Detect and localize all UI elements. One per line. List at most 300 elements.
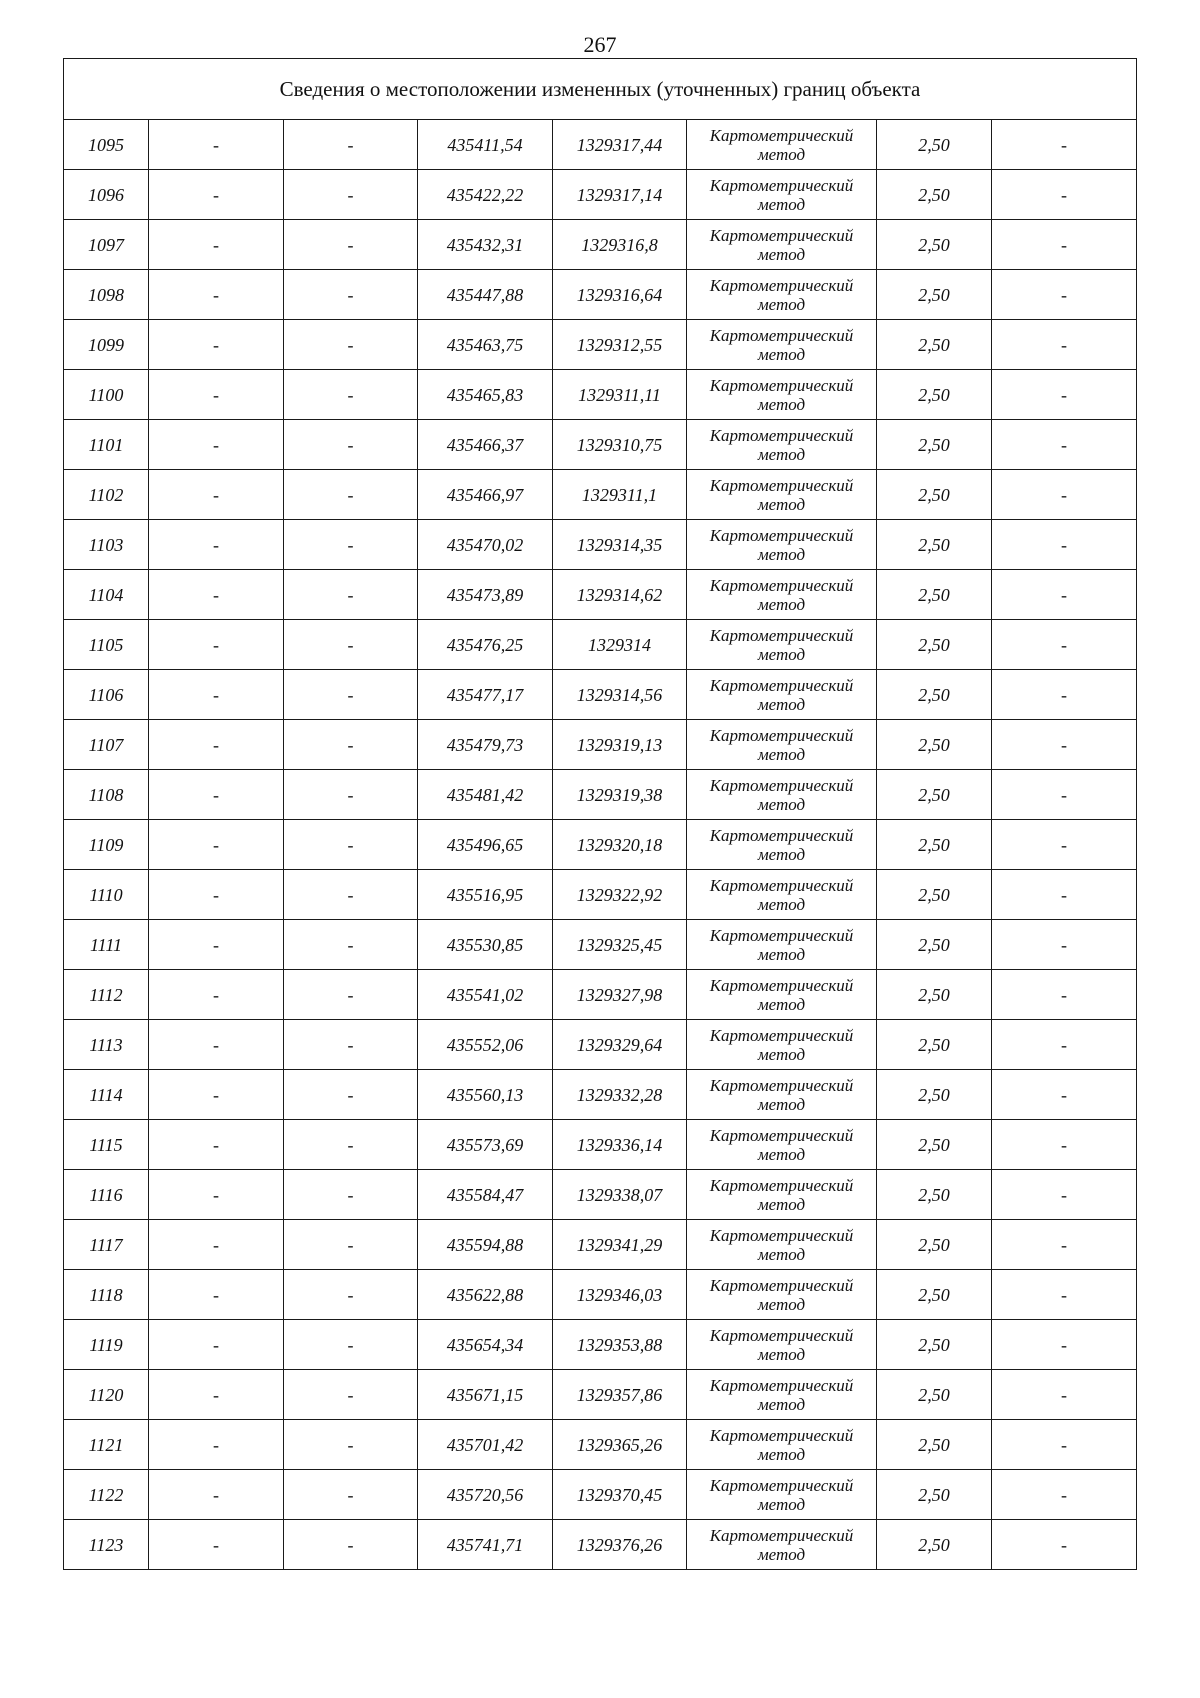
accuracy-cell: 2,50: [877, 970, 992, 1020]
old-y-cell: -: [284, 520, 418, 570]
note-cell: -: [992, 170, 1137, 220]
note-cell: -: [992, 970, 1137, 1020]
note-cell: -: [992, 420, 1137, 470]
old-y-cell: -: [284, 1170, 418, 1220]
new-x-cell: 435573,69: [418, 1120, 553, 1170]
old-y-cell: -: [284, 1370, 418, 1420]
method-line-1: Картометрический: [709, 1125, 854, 1145]
note-cell: -: [992, 470, 1137, 520]
old-y-cell: -: [284, 170, 418, 220]
note-cell: -: [992, 1270, 1137, 1320]
note-cell: -: [992, 320, 1137, 370]
note-cell: -: [992, 1120, 1137, 1170]
new-y-cell: 1329325,45: [553, 920, 687, 970]
old-y-cell: -: [284, 770, 418, 820]
old-x-cell: -: [149, 620, 284, 670]
note-cell: -: [992, 270, 1137, 320]
method-line-1: Картометрический: [709, 275, 854, 295]
new-y-cell: 1329357,86: [553, 1370, 687, 1420]
old-x-cell: -: [149, 1320, 284, 1370]
new-y-cell: 1329311,11: [553, 370, 687, 420]
method-line-2: метод: [757, 994, 806, 1014]
new-x-cell: 435720,56: [418, 1470, 553, 1520]
method-line-1: Картометрический: [709, 1525, 854, 1545]
new-y-cell: 1329338,07: [553, 1170, 687, 1220]
point-number-cell: 1116: [64, 1170, 149, 1220]
method-line-2: метод: [757, 1544, 806, 1564]
new-y-cell: 1329316,8: [553, 220, 687, 270]
method-line-1: Картометрический: [709, 775, 854, 795]
new-x-cell: 435473,89: [418, 570, 553, 620]
note-cell: -: [992, 120, 1137, 170]
method-line-2: метод: [757, 894, 806, 914]
point-number-cell: 1114: [64, 1070, 149, 1120]
old-y-cell: -: [284, 820, 418, 870]
note-cell: -: [992, 1470, 1137, 1520]
accuracy-cell: 2,50: [877, 620, 992, 670]
note-cell: -: [992, 1420, 1137, 1470]
new-x-cell: 435476,25: [418, 620, 553, 670]
new-y-cell: 1329353,88: [553, 1320, 687, 1370]
point-number-cell: 1106: [64, 670, 149, 720]
table-row: [64, 720, 1137, 770]
old-x-cell: -: [149, 420, 284, 470]
method-line-1: Картометрический: [709, 1425, 854, 1445]
accuracy-cell: 2,50: [877, 1170, 992, 1220]
new-x-cell: 435496,65: [418, 820, 553, 870]
method-line-2: метод: [757, 594, 806, 614]
accuracy-cell: 2,50: [877, 170, 992, 220]
method-cell: [687, 1470, 877, 1520]
method-line-1: Картометрический: [709, 675, 854, 695]
old-x-cell: -: [149, 720, 284, 770]
method-cell: [687, 920, 877, 970]
old-y-cell: -: [284, 1520, 418, 1570]
accuracy-cell: 2,50: [877, 570, 992, 620]
table-row: [64, 620, 1137, 670]
accuracy-cell: 2,50: [877, 720, 992, 770]
old-y-cell: -: [284, 920, 418, 970]
old-x-cell: -: [149, 870, 284, 920]
new-y-cell: 1329341,29: [553, 1220, 687, 1270]
method-line-1: Картометрический: [709, 975, 854, 995]
table-row: [64, 370, 1137, 420]
new-x-cell: 435741,71: [418, 1520, 553, 1570]
method-line-2: метод: [757, 1094, 806, 1114]
accuracy-cell: 2,50: [877, 520, 992, 570]
new-y-cell: 1329320,18: [553, 820, 687, 870]
method-cell: [687, 770, 877, 820]
method-line-1: Картометрический: [709, 575, 854, 595]
method-line-2: метод: [757, 744, 806, 764]
old-y-cell: -: [284, 1270, 418, 1320]
note-cell: -: [992, 670, 1137, 720]
method-cell: [687, 270, 877, 320]
note-cell: -: [992, 770, 1137, 820]
new-y-cell: 1329310,75: [553, 420, 687, 470]
new-y-cell: 1329370,45: [553, 1470, 687, 1520]
method-line-2: метод: [757, 1344, 806, 1364]
new-x-cell: 435432,31: [418, 220, 553, 270]
new-x-cell: 435466,97: [418, 470, 553, 520]
point-number-cell: 1095: [64, 120, 149, 170]
table-row: [64, 1470, 1137, 1520]
old-y-cell: -: [284, 470, 418, 520]
table-row: [64, 320, 1137, 370]
method-cell: [687, 1370, 877, 1420]
method-line-1: Картометрический: [709, 875, 854, 895]
note-cell: -: [992, 620, 1137, 670]
accuracy-cell: 2,50: [877, 1520, 992, 1570]
accuracy-cell: 2,50: [877, 370, 992, 420]
old-y-cell: -: [284, 220, 418, 270]
accuracy-cell: 2,50: [877, 820, 992, 870]
old-x-cell: -: [149, 1470, 284, 1520]
method-line-1: Картометрический: [709, 1475, 854, 1495]
method-line-2: метод: [757, 1144, 806, 1164]
new-x-cell: 435560,13: [418, 1070, 553, 1120]
note-cell: -: [992, 220, 1137, 270]
method-line-1: Картометрический: [709, 525, 854, 545]
new-y-cell: 1329317,44: [553, 120, 687, 170]
method-line-2: метод: [757, 694, 806, 714]
table-row: [64, 1270, 1137, 1320]
method-cell: [687, 420, 877, 470]
old-x-cell: -: [149, 970, 284, 1020]
table-body: [64, 120, 1137, 1570]
method-line-2: метод: [757, 444, 806, 464]
method-line-2: метод: [757, 794, 806, 814]
table-row: [64, 120, 1137, 170]
new-y-cell: 1329336,14: [553, 1120, 687, 1170]
old-y-cell: -: [284, 1120, 418, 1170]
accuracy-cell: 2,50: [877, 320, 992, 370]
old-y-cell: -: [284, 970, 418, 1020]
method-line-1: Картометрический: [709, 475, 854, 495]
new-x-cell: 435466,37: [418, 420, 553, 470]
note-cell: -: [992, 1070, 1137, 1120]
method-line-1: Картометрический: [709, 1375, 854, 1395]
old-x-cell: -: [149, 1220, 284, 1270]
method-cell: [687, 520, 877, 570]
new-y-cell: 1329316,64: [553, 270, 687, 320]
table-row: [64, 1220, 1137, 1270]
point-number-cell: 1111: [64, 920, 149, 970]
method-line-2: метод: [757, 394, 806, 414]
method-cell: [687, 1120, 877, 1170]
table-row: [64, 420, 1137, 470]
method-line-1: Картометрический: [709, 425, 854, 445]
new-x-cell: 435422,22: [418, 170, 553, 220]
old-x-cell: -: [149, 270, 284, 320]
accuracy-cell: 2,50: [877, 770, 992, 820]
method-cell: [687, 120, 877, 170]
accuracy-cell: 2,50: [877, 220, 992, 270]
old-y-cell: -: [284, 720, 418, 770]
new-y-cell: 1329314,56: [553, 670, 687, 720]
method-line-1: Картометрический: [709, 725, 854, 745]
method-line-1: Картометрический: [709, 1075, 854, 1095]
method-line-1: Картометрический: [709, 625, 854, 645]
boundary-coordinates-table: [63, 58, 1137, 1570]
method-line-1: Картометрический: [709, 925, 854, 945]
method-cell: [687, 1070, 877, 1120]
method-line-1: Картометрический: [709, 1225, 854, 1245]
method-line-1: Картометрический: [709, 825, 854, 845]
old-x-cell: -: [149, 770, 284, 820]
old-x-cell: -: [149, 520, 284, 570]
old-x-cell: -: [149, 470, 284, 520]
old-y-cell: -: [284, 120, 418, 170]
new-x-cell: 435479,73: [418, 720, 553, 770]
old-y-cell: -: [284, 620, 418, 670]
method-line-2: метод: [757, 544, 806, 564]
method-line-1: Картометрический: [709, 175, 854, 195]
accuracy-cell: 2,50: [877, 1470, 992, 1520]
accuracy-cell: 2,50: [877, 920, 992, 970]
point-number-cell: 1105: [64, 620, 149, 670]
table-row: [64, 1320, 1137, 1370]
method-cell: [687, 1520, 877, 1570]
point-number-cell: 1115: [64, 1120, 149, 1170]
method-line-2: метод: [757, 344, 806, 364]
new-y-cell: 1329317,14: [553, 170, 687, 220]
new-y-cell: 1329319,13: [553, 720, 687, 770]
point-number-cell: 1098: [64, 270, 149, 320]
method-line-1: Картометрический: [709, 1175, 854, 1195]
method-line-2: метод: [757, 244, 806, 264]
accuracy-cell: 2,50: [877, 670, 992, 720]
accuracy-cell: 2,50: [877, 1020, 992, 1070]
old-x-cell: -: [149, 570, 284, 620]
new-x-cell: 435477,17: [418, 670, 553, 720]
table-row: [64, 1370, 1137, 1420]
accuracy-cell: 2,50: [877, 1070, 992, 1120]
point-number-cell: 1101: [64, 420, 149, 470]
old-y-cell: -: [284, 420, 418, 470]
accuracy-cell: 2,50: [877, 1120, 992, 1170]
new-x-cell: 435470,02: [418, 520, 553, 570]
new-y-cell: 1329312,55: [553, 320, 687, 370]
old-y-cell: -: [284, 1070, 418, 1120]
table-row: [64, 1120, 1137, 1170]
old-x-cell: -: [149, 920, 284, 970]
method-line-1: Картометрический: [709, 1275, 854, 1295]
point-number-cell: 1120: [64, 1370, 149, 1420]
note-cell: -: [992, 1020, 1137, 1070]
old-y-cell: -: [284, 370, 418, 420]
method-cell: [687, 1320, 877, 1370]
method-cell: [687, 970, 877, 1020]
method-line-1: Картометрический: [709, 325, 854, 345]
table-row: [64, 170, 1137, 220]
point-number-cell: 1112: [64, 970, 149, 1020]
point-number-cell: 1121: [64, 1420, 149, 1470]
method-line-2: метод: [757, 1294, 806, 1314]
old-x-cell: -: [149, 670, 284, 720]
accuracy-cell: 2,50: [877, 420, 992, 470]
new-y-cell: 1329329,64: [553, 1020, 687, 1070]
old-y-cell: -: [284, 870, 418, 920]
point-number-cell: 1117: [64, 1220, 149, 1270]
point-number-cell: 1108: [64, 770, 149, 820]
method-cell: [687, 170, 877, 220]
method-line-2: метод: [757, 1194, 806, 1214]
point-number-cell: 1104: [64, 570, 149, 620]
new-x-cell: 435701,42: [418, 1420, 553, 1470]
method-line-2: метод: [757, 494, 806, 514]
accuracy-cell: 2,50: [877, 870, 992, 920]
old-x-cell: -: [149, 1070, 284, 1120]
method-cell: [687, 370, 877, 420]
method-line-1: Картометрический: [709, 225, 854, 245]
new-x-cell: 435530,85: [418, 920, 553, 970]
new-x-cell: 435481,42: [418, 770, 553, 820]
new-x-cell: 435465,83: [418, 370, 553, 420]
note-cell: -: [992, 1320, 1137, 1370]
note-cell: -: [992, 1520, 1137, 1570]
old-y-cell: -: [284, 1220, 418, 1270]
accuracy-cell: 2,50: [877, 120, 992, 170]
table-row: [64, 970, 1137, 1020]
note-cell: -: [992, 720, 1137, 770]
method-cell: [687, 1420, 877, 1470]
accuracy-cell: 2,50: [877, 1270, 992, 1320]
table-row: [64, 470, 1137, 520]
method-cell: [687, 1170, 877, 1220]
old-x-cell: -: [149, 1370, 284, 1420]
new-x-cell: 435411,54: [418, 120, 553, 170]
old-x-cell: -: [149, 220, 284, 270]
new-y-cell: 1329314: [553, 620, 687, 670]
method-line-2: метод: [757, 194, 806, 214]
new-x-cell: 435594,88: [418, 1220, 553, 1270]
method-line-1: Картометрический: [709, 1025, 854, 1045]
table-row: [64, 670, 1137, 720]
point-number-cell: 1100: [64, 370, 149, 420]
old-x-cell: -: [149, 1020, 284, 1070]
accuracy-cell: 2,50: [877, 1370, 992, 1420]
new-y-cell: 1329327,98: [553, 970, 687, 1020]
old-y-cell: -: [284, 1020, 418, 1070]
table-row: [64, 1070, 1137, 1120]
new-y-cell: 1329332,28: [553, 1070, 687, 1120]
old-y-cell: -: [284, 1420, 418, 1470]
new-x-cell: 435463,75: [418, 320, 553, 370]
method-cell: [687, 1220, 877, 1270]
new-y-cell: 1329376,26: [553, 1520, 687, 1570]
point-number-cell: 1097: [64, 220, 149, 270]
point-number-cell: 1123: [64, 1520, 149, 1570]
point-number-cell: 1103: [64, 520, 149, 570]
old-x-cell: -: [149, 170, 284, 220]
new-y-cell: 1329314,62: [553, 570, 687, 620]
accuracy-cell: 2,50: [877, 270, 992, 320]
new-x-cell: 435584,47: [418, 1170, 553, 1220]
method-line-2: метод: [757, 1394, 806, 1414]
accuracy-cell: 2,50: [877, 470, 992, 520]
method-cell: [687, 620, 877, 670]
table-row: [64, 1520, 1137, 1570]
new-x-cell: 435516,95: [418, 870, 553, 920]
method-line-2: метод: [757, 1494, 806, 1514]
accuracy-cell: 2,50: [877, 1320, 992, 1370]
table-row: [64, 870, 1137, 920]
method-line-1: Картометрический: [709, 1325, 854, 1345]
table-row: [64, 220, 1137, 270]
note-cell: -: [992, 570, 1137, 620]
method-line-2: метод: [757, 1244, 806, 1264]
point-number-cell: 1110: [64, 870, 149, 920]
method-cell: [687, 570, 877, 620]
old-y-cell: -: [284, 1470, 418, 1520]
table-row: [64, 1170, 1137, 1220]
table-row: [64, 1420, 1137, 1470]
new-x-cell: 435654,34: [418, 1320, 553, 1370]
new-y-cell: 1329365,26: [553, 1420, 687, 1470]
method-line-2: метод: [757, 844, 806, 864]
old-y-cell: -: [284, 570, 418, 620]
point-number-cell: 1107: [64, 720, 149, 770]
new-y-cell: 1329314,35: [553, 520, 687, 570]
new-y-cell: 1329311,1: [553, 470, 687, 520]
table-caption: Сведения о местоположении измененных (уточненных) границ объекта: [64, 59, 1137, 120]
note-cell: -: [992, 520, 1137, 570]
method-cell: [687, 820, 877, 870]
old-x-cell: -: [149, 120, 284, 170]
method-cell: [687, 720, 877, 770]
old-x-cell: -: [149, 320, 284, 370]
method-line-1: Картометрический: [709, 125, 854, 145]
method-cell: [687, 670, 877, 720]
point-number-cell: 1102: [64, 470, 149, 520]
table-row: [64, 820, 1137, 870]
method-cell: [687, 220, 877, 270]
accuracy-cell: 2,50: [877, 1220, 992, 1270]
page-number: 267: [583, 32, 617, 57]
point-number-cell: 1113: [64, 1020, 149, 1070]
table-row: [64, 920, 1137, 970]
point-number-cell: 1099: [64, 320, 149, 370]
point-number-cell: 1118: [64, 1270, 149, 1320]
point-number-cell: 1119: [64, 1320, 149, 1370]
old-x-cell: -: [149, 1270, 284, 1320]
old-y-cell: -: [284, 320, 418, 370]
new-x-cell: 435671,15: [418, 1370, 553, 1420]
point-number-cell: 1096: [64, 170, 149, 220]
note-cell: -: [992, 1370, 1137, 1420]
new-x-cell: 435552,06: [418, 1020, 553, 1070]
method-cell: [687, 320, 877, 370]
method-line-2: метод: [757, 144, 806, 164]
note-cell: -: [992, 1170, 1137, 1220]
accuracy-cell: 2,50: [877, 1420, 992, 1470]
old-y-cell: -: [284, 670, 418, 720]
point-number-cell: 1109: [64, 820, 149, 870]
old-x-cell: -: [149, 820, 284, 870]
note-cell: -: [992, 870, 1137, 920]
table-row: [64, 520, 1137, 570]
method-line-2: метод: [757, 1044, 806, 1064]
new-x-cell: 435622,88: [418, 1270, 553, 1320]
old-x-cell: -: [149, 1520, 284, 1570]
table-row: [64, 770, 1137, 820]
method-line-2: метод: [757, 944, 806, 964]
method-cell: [687, 1020, 877, 1070]
method-cell: [687, 470, 877, 520]
table-row: [64, 570, 1137, 620]
note-cell: -: [992, 820, 1137, 870]
